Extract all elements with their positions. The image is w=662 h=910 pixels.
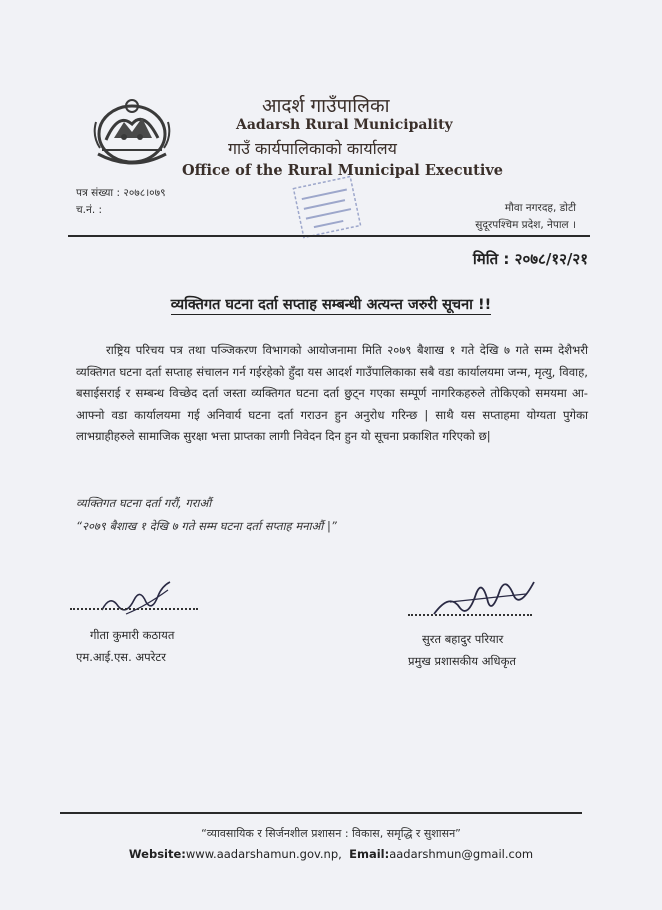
website-link[interactable]: www.aadarshamun.gov.np, (185, 847, 342, 861)
office-stamp-icon (291, 174, 363, 240)
email-label: Email: (349, 847, 390, 861)
right-signatory-name: सुरत बहादुर परियार (422, 632, 504, 646)
right-signature-line (408, 614, 532, 616)
subject-text: व्यक्तिगत घटना दर्ता सप्ताह सम्बन्धी अत्यन्त जरुरी सूचना !! (170, 297, 492, 313)
notice-subject (0, 294, 662, 314)
dispatch-number: च.नं. : (76, 204, 103, 216)
left-signature-line (70, 608, 198, 610)
municipality-name-nepali: आदर्श गाउँपालिका (262, 95, 390, 117)
left-signatory-title: एम.आई.एस. अपरेटर (76, 650, 166, 664)
office-name-nepali: गाउँ कार्यपालिकाको कार्यालय (228, 139, 397, 158)
email-link[interactable]: aadarshmun@gmail.com (389, 847, 534, 861)
office-name-english: Office of the Rural Municipal Executive (182, 162, 504, 179)
right-signatory-title: प्रमुख प्रशासकीय अधिकृत (408, 654, 516, 668)
header-divider (68, 235, 590, 237)
notice-date: मिति : २०७८/१२/२१ (472, 250, 588, 268)
left-signature-icon (96, 576, 176, 620)
footer-contact (0, 847, 662, 861)
letter-number: पत्र संख्या : २०७८।०७९ (76, 187, 166, 199)
footer-divider (60, 812, 582, 814)
slogan-line-2: “२०७९ बैशाख १ देखि ७ गते सम्म घटना दर्ता सप्ताह मनाऔं |” (76, 519, 337, 533)
address-line-1: मौवा नगरदह, डोटी (504, 202, 576, 214)
notice-body: राष्ट्रिय परिचय पत्र तथा पञ्जिकरण विभागको आयोजनामा मिति २०७९ बैशाख १ गते देखि ७ गते सम्म देशैभरी व्यक्तिगत घटना दर्ता सप्ताह संचालन गर्न गईरहेको हुँदा यस आदर्श गाउँपालिकाका सबै वडा कार्यालयमा जन्म, मृत्यु, विवाह, बसाईसराई र सम्बन्ध विच्छेद दर्ता जस्ता व्यक्तिगत घटना दर्ता छुट्न गएका सम्पूर्ण नागरिकहरुले तोकिएको समयमा आ-आफ्नो वडा कार्यालयमा गई अनिवार्य घटना दर्ता गराउन हुन अनुरोध गरिन्छ | साथै यस सप्ताहमा योग्यता पुगेका लाभग्राहीहरुले सामाजिक सुरक्षा भत्ता प्राप्तका लागी निवेदन दिन हुन यो सूचना प्रकाशित गरिएको छ| (76, 343, 588, 444)
address-line-2: सुदूरपश्चिम प्रदेश, नेपाल । (475, 219, 576, 231)
slogan-line-1: व्यक्तिगत घटना दर्ता गरौं, गराऔं (76, 496, 212, 510)
nepal-government-emblem-icon (88, 92, 176, 170)
municipality-name-english: Aadarsh Rural Municipality (236, 117, 453, 133)
footer-motto: “व्यावसायिक र सिर्जनशील प्रशासन : विकास, समृद्धि र सुशासन” (201, 827, 461, 840)
left-signatory-name: गीता कुमारी कठायत (90, 628, 175, 642)
website-label: Website: (128, 847, 186, 861)
